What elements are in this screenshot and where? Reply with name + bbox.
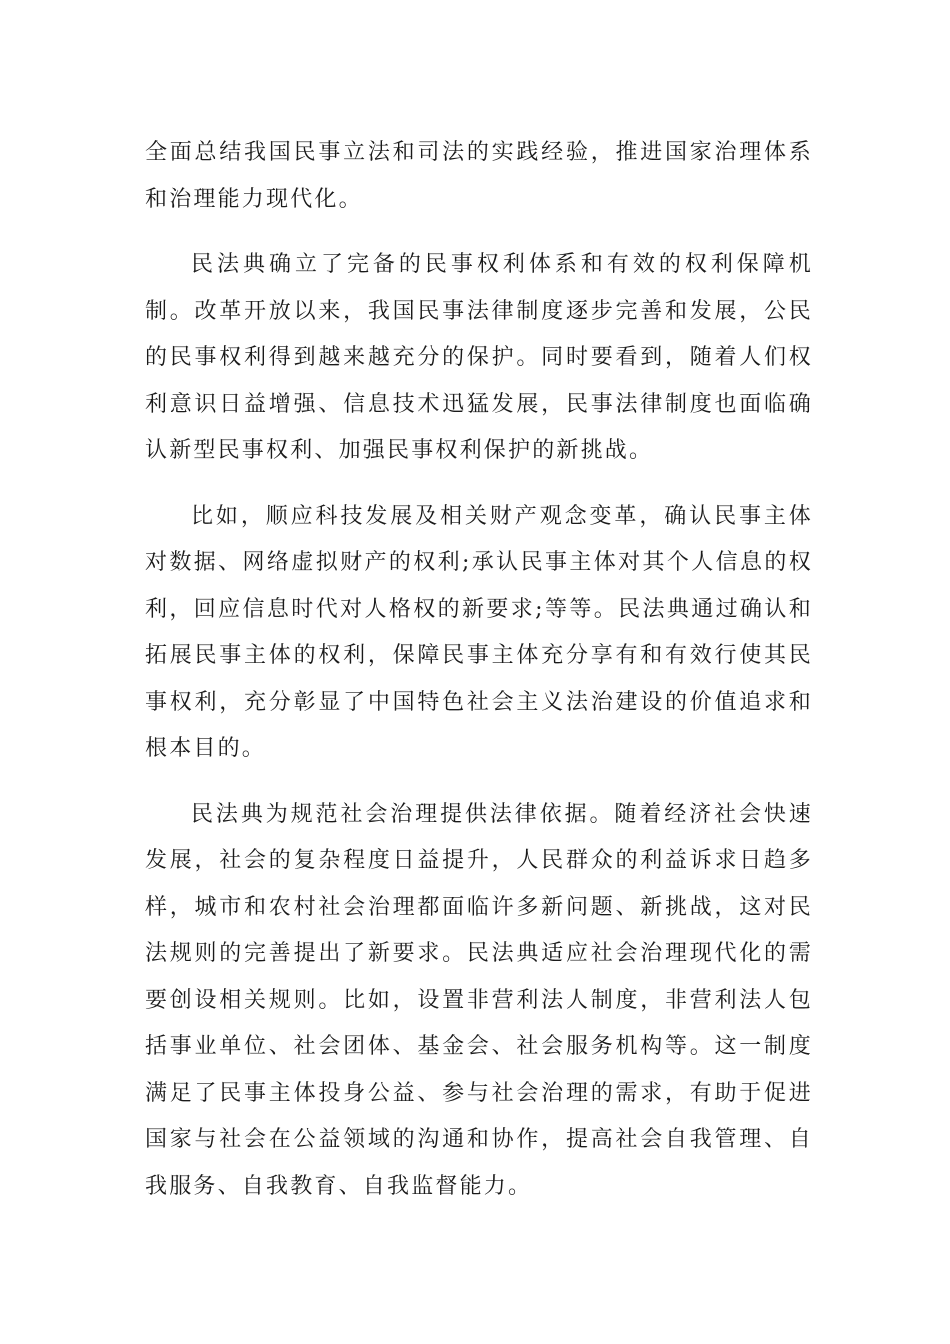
paragraph-rights-system: 民法典确立了完备的民事权利体系和有效的权利保障机制。改革开放以来，我国民事法律制度逐步完善和发展，公民的民事权利得到越来越充分的保护。同时要看到，随着人们权利意识日益增强、信息技术迅猛发展，民事法律制度也面临确认新型民事权利、加强民事权利保护的新挑战。 [145, 252, 813, 463]
document-body [145, 130, 813, 1229]
paragraph-examples: 比如，顺应科技发展及相关财产观念变革，确认民事主体对数据、网络虚拟财产的权利;承认民事主体对其个人信息的权利，回应信息时代对人格权的新要求;等等。民法典通过确认和拓展民事主体的权利，保障民事主体充分享有和有效行使其民事权利，充分彰显了中国特色社会主义法治建设的价值追求和根本目的。 [145, 503, 813, 761]
paragraph-continuation: 全面总结我国民事立法和司法的实践经验，推进国家治理体系和治理能力现代化。 [145, 140, 813, 212]
paragraph-social-governance: 民法典为规范社会治理提供法律依据。随着经济社会快速发展，社会的复杂程度日益提升，人民群众的利益诉求日趋多样，城市和农村社会治理都面临许多新问题、新挑战，这对民法规则的完善提出了新要求。民法典适应社会治理现代化的需要创设相关规则。比如，设置非营利法人制度，非营利法人包括事业单位、社会团体、基金会、社会服务机构等。这一制度满足了民事主体投身公益、参与社会治理的需求，有助于促进国家与社会在公益领域的沟通和协作，提高社会自我管理、自我服务、自我教育、自我监督能力。 [145, 801, 813, 1199]
